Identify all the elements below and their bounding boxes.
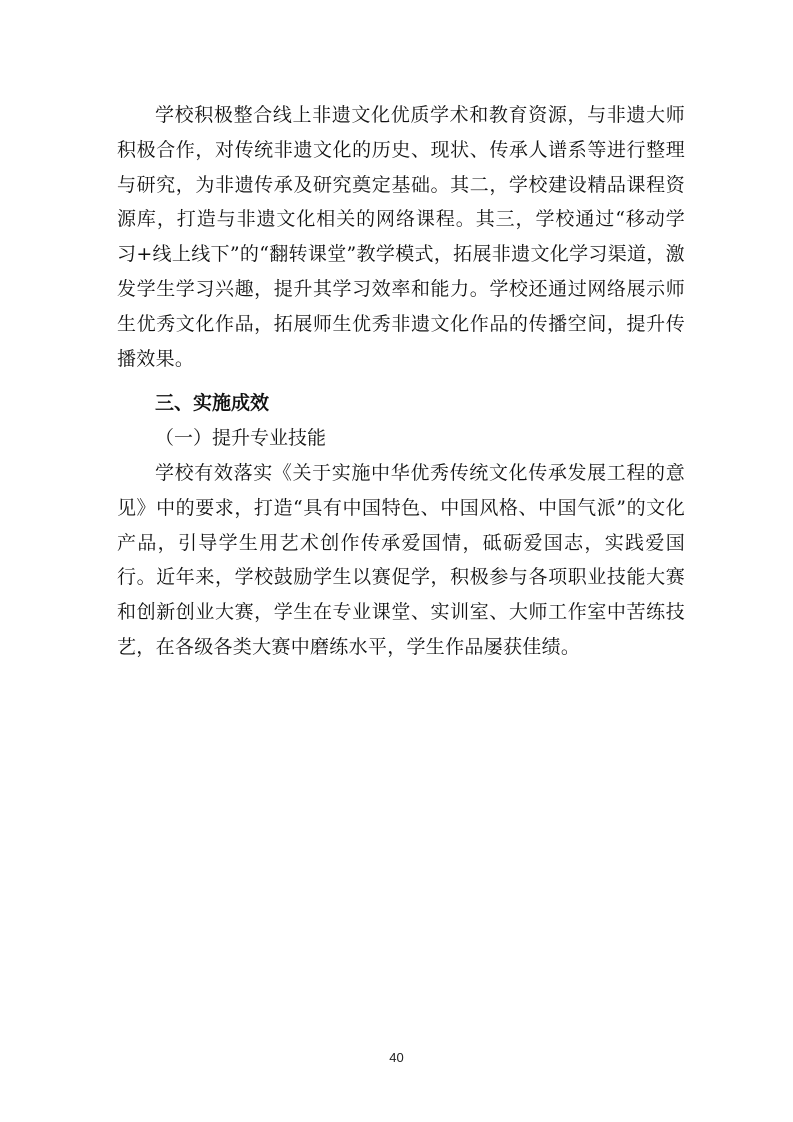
paragraph-skills: 学校有效落实《关于实施中华优秀传统文化传承发展工程的意见》中的要求，打造“具有中国特色、中国风格、中国气派”的文化产品，引导学生用艺术创作传承爱国情，砥砺爱国志，实践爱国行。近年来，学校鼓励学生以赛促学，积极参与各项职业技能大赛和创新创业大赛，学生在专业课堂、实训室、大师工作室中苦练技艺，在各级各类大赛中磨练水平，学生作品屡获佳绩。 [117,461,685,658]
subsection-heading: （一）提升专业技能 [155,427,327,450]
section-heading: 三、实施成效 [155,392,270,415]
paragraph-resources: 学校积极整合线上非遗文化优质学术和教育资源，与非遗大师积极合作，对传统非遗文化的历史、现状、传承人谱系等进行整理与研究，为非遗传承及研究奠定基础。其二，学校建设精品课程资源库，打造与非遗文化相关的网络课程。其三，学校通过“移动学习+线上线下”的“翻转课堂”教学模式，拓展非遗文化学习渠道，激发学生学习兴趣，提升其学习效率和能力。学校还通过网络展示师生优秀文化作品，拓展师生优秀非遗文化作品的传播空间，提升传播效果。 [117,104,685,370]
page-number: 40 [389,1050,404,1065]
document-body [117,98,685,665]
